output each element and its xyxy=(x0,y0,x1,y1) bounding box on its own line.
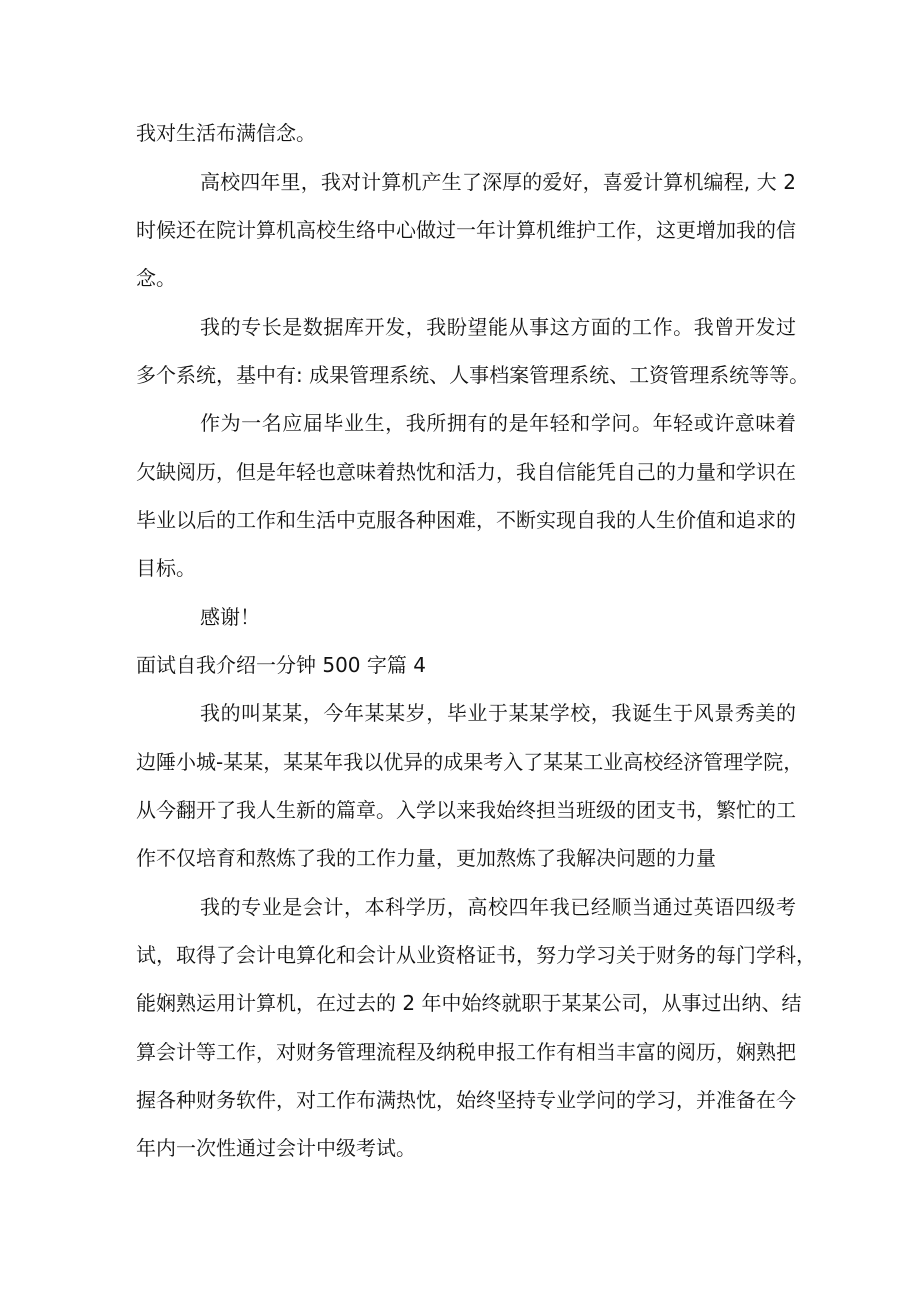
text-line: 算会计等工作，对财务管理流程及纳税申报工作有相当丰富的阅历，娴熟把 xyxy=(136,1040,796,1064)
text-line: 作不仅培育和熬炼了我的工作力量，更加熬炼了我解决问题的力量 xyxy=(136,846,716,870)
paragraph-first-line: 我的专长是数据库开发，我盼望能从事这方面的工作。我曾开发过 xyxy=(200,315,796,339)
paragraph-first-line: 高校四年里，我对计算机产生了深厚的爱好，喜爱计算机编程, 大 2 xyxy=(200,170,796,194)
text-line: 试，取得了会计电算化和会计从业资格证书，努力学习关于财务的每门学科， xyxy=(136,943,816,967)
paragraph-first-line: 我的叫某某，今年某某岁，毕业于某某学校，我诞生于风景秀美的 xyxy=(200,701,796,725)
paragraph-first-line: 作为一名应届毕业生，我所拥有的是年轻和学问。年轻或许意味着 xyxy=(200,411,796,435)
text-line: 毕业以后的工作和生活中克服各种困难，不断实现自我的人生价值和追求的 xyxy=(136,508,796,532)
text-line: 从今翻开了我人生新的篇章。入学以来我始终担当班级的团支书，繁忙的工 xyxy=(136,798,796,822)
text-line: 年内一次性通过会计中级考试。 xyxy=(136,1136,416,1160)
section-heading: 面试自我介绍一分钟 500 字篇 4 xyxy=(136,653,426,677)
text-line: 目标。 xyxy=(136,556,196,580)
thanks-line: 感谢！ xyxy=(200,605,260,629)
text-line: 欠缺阅历，但是年轻也意味着热忱和活力，我自信能凭自己的力量和学识在 xyxy=(136,460,796,484)
paragraph-first-line: 我的专业是会计，本科学历，高校四年我已经顺当通过英语四级考 xyxy=(200,895,796,919)
text-line: 多个系统，基中有: 成果管理系统、人事档案管理系统、工资管理系统等等。 xyxy=(136,363,810,387)
text-line: 念。 xyxy=(136,266,176,290)
text-line: 握各种财务软件，对工作布满热忱，始终坚持专业学问的学习，并准备在今 xyxy=(136,1088,796,1112)
text-line: 边陲小城-某某，某某年我以优异的成果考入了某某工业高校经济管理学院， xyxy=(136,750,804,774)
text-line: 我对生活布满信念。 xyxy=(136,121,316,145)
text-line: 时候还在院计算机高校生络中心做过一年计算机维护工作，这更增加我的信 xyxy=(136,218,796,242)
text-line: 能娴熟运用计算机，在过去的 2 年中始终就职于某某公司，从事过出纳、结 xyxy=(136,991,802,1015)
